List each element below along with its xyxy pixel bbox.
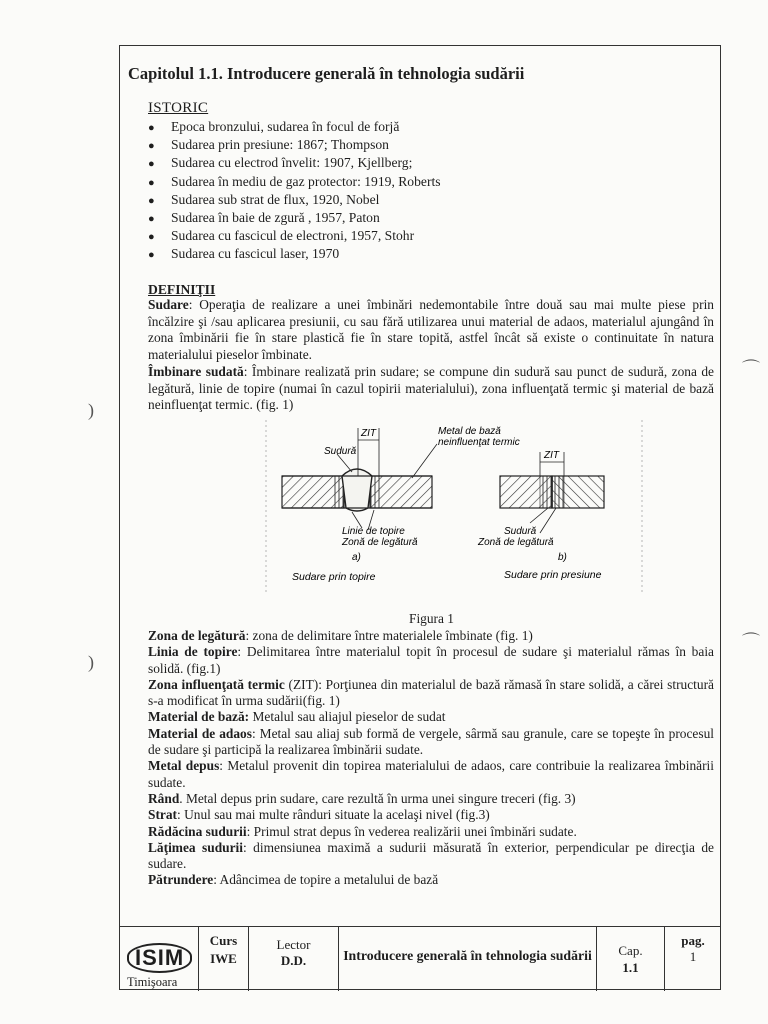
- label-zit-right: ZIT: [544, 450, 559, 461]
- label-zona-legatura: Zonă de legătură: [342, 537, 418, 548]
- label-sudare-topire: Sudare prin topire: [292, 571, 376, 583]
- list-item: ● Epoca bronzului, sudarea în focul de forjă: [148, 119, 400, 134]
- footer-curs-cell: [199, 927, 249, 991]
- footer-lector-cell: [249, 927, 339, 991]
- term-zona-legatura: Zona de legătură: zona de delimitare între materialele îmbinate (fig. 1): [148, 628, 533, 643]
- term-linia-topire: Linia de topire: Delimitarea între materialul topit în procesul de sudare şi materialul rămas în baia solidă. (fig.1): [148, 644, 714, 676]
- chapter-title: Capitolul 1.1. Introducere generală în tehnologia sudării: [128, 64, 525, 83]
- cap-label: Cap.: [618, 943, 643, 958]
- term-zit: Zona influenţată termic (ZIT): Porţiunea din materialul de bază rămasă în stare solidă, a cărei structură s-a modificat în urma sudării(fig. 1): [148, 676, 714, 709]
- logo-city: Timişoara: [127, 975, 178, 989]
- footer-logo-cell: [119, 927, 199, 991]
- binding-mark: ): [88, 400, 94, 420]
- label-neinfluentat: neinfluenţat termic: [438, 437, 520, 448]
- label-linie-topire: Linie de topire: [342, 526, 405, 537]
- label-sudare-presiune: Sudare prin presiune: [504, 569, 602, 581]
- terms-block: [148, 628, 714, 889]
- pag-label: pag.: [681, 933, 705, 948]
- list-item: ● Sudarea cu fascicul laser, 1970: [148, 246, 340, 262]
- label-zona-legatura-right: Zonă de legătură: [478, 537, 554, 548]
- list-item: ● Sudarea prin presiune: 1867; Thompson: [148, 137, 389, 153]
- term-strat: Strat: Unul sau mai multe rânduri situate la acelaşi nivel (fig.3): [148, 807, 490, 823]
- figure-caption: Figura 1: [409, 611, 455, 626]
- lector-value: D.D.: [280, 953, 307, 968]
- label-sudura: Sudură: [324, 446, 357, 457]
- binding-mark: ): [88, 652, 94, 672]
- footer-title: Introducere generală în tehnologia sudării: [343, 948, 592, 963]
- binding-mark: ⌒: [742, 632, 760, 652]
- footer-pag-cell: [665, 927, 721, 991]
- footer: [119, 926, 721, 991]
- list-item: ● Sudarea sub strat de flux, 1920, Nobel: [148, 191, 380, 207]
- footer-title-cell: [339, 927, 597, 991]
- term-radacina: Rădăcina sudurii: Primul strat depus în vederea realizării unei îmbinări sudate.: [148, 823, 577, 839]
- list-item: ● Sudarea în baie de zgură , 1957, Paton: [148, 209, 380, 225]
- lector-label: Lector: [276, 937, 311, 952]
- curs-value: IWE: [210, 951, 237, 966]
- pag-value: 1: [689, 949, 697, 964]
- term-material-adaos: Material de adaos: Metal sau aliaj sub formă de vergele, sârmă sau granule, care se topeşte în procesul de sudare şi participă la realizarea îmbinării sudate.: [148, 725, 714, 758]
- definitii-heading: DEFINIŢII: [148, 282, 216, 297]
- term-material-baza: Material de bază: Metalul sau aliajul pieselor de sudat: [148, 709, 446, 725]
- isim-logo: ISIM: [127, 943, 192, 973]
- term-rand: Rând. Metal depus prin sudare, care rezultă în urma unei singure treceri (fig. 3): [148, 790, 576, 806]
- label-b: b): [558, 552, 567, 563]
- definition-sudare: Sudare: Operaţia de realizare a unei îmbinări nedemontabile între două sau mai multe piese prin încălzire şi /sau aplicarea presiunii, cu sau fără utilizarea unui material de adaos, materialul ajungând în zona îmbinării fie în stare plastică fie în stare topită, astfel încât să existe o continuitate în natura materialului pieselor îmbinate.: [148, 297, 714, 362]
- cap-value: 1.1: [622, 960, 639, 975]
- term-patrundere: Pătrundere: Adâncimea de topire a metalului de bază: [148, 872, 439, 888]
- binding-mark: ⌒: [742, 359, 760, 379]
- list-item: ● Sudarea cu fascicul de electroni, 1957, Stohr: [148, 228, 415, 244]
- istoric-heading: ISTORIC: [148, 100, 209, 116]
- term-metal-depus: Metal depus: Metalul provenit din topirea materialului de adaos, care contribuie la realizarea îmbinării sudate.: [148, 758, 714, 790]
- label-metal-baza: Metal de bază: [438, 426, 501, 437]
- definition-imbinare: Îmbinare sudată: Îmbinare realizată prin sudare; se compune din sudură sau punct de sudură, zona de legătură, linie de topire (numai în cazul topirii materialului), zona influenţată termic şi material de bază neinfluenţat termic. (fig. 1): [148, 364, 714, 413]
- label-zit: ZIT: [361, 428, 376, 439]
- weld-bead: [342, 469, 372, 511]
- history-list: [148, 118, 441, 264]
- term-latimea: Lăţimea sudurii: dimensiunea maximă a sudurii măsurată în exterior, perpendicular pe direcţia de sudare.: [148, 839, 714, 872]
- curs-label: Curs: [209, 933, 238, 948]
- footer-cap-cell: [597, 927, 665, 991]
- list-item: ● Sudarea cu electrod învelit: 1907, Kjellberg;: [148, 155, 413, 171]
- label-sudura-right: Sudură: [504, 526, 537, 537]
- weld-figure: [262, 418, 646, 598]
- list-item: ● Sudarea în mediu de gaz protector: 1919, Roberts: [148, 173, 441, 189]
- label-a: a): [352, 552, 361, 563]
